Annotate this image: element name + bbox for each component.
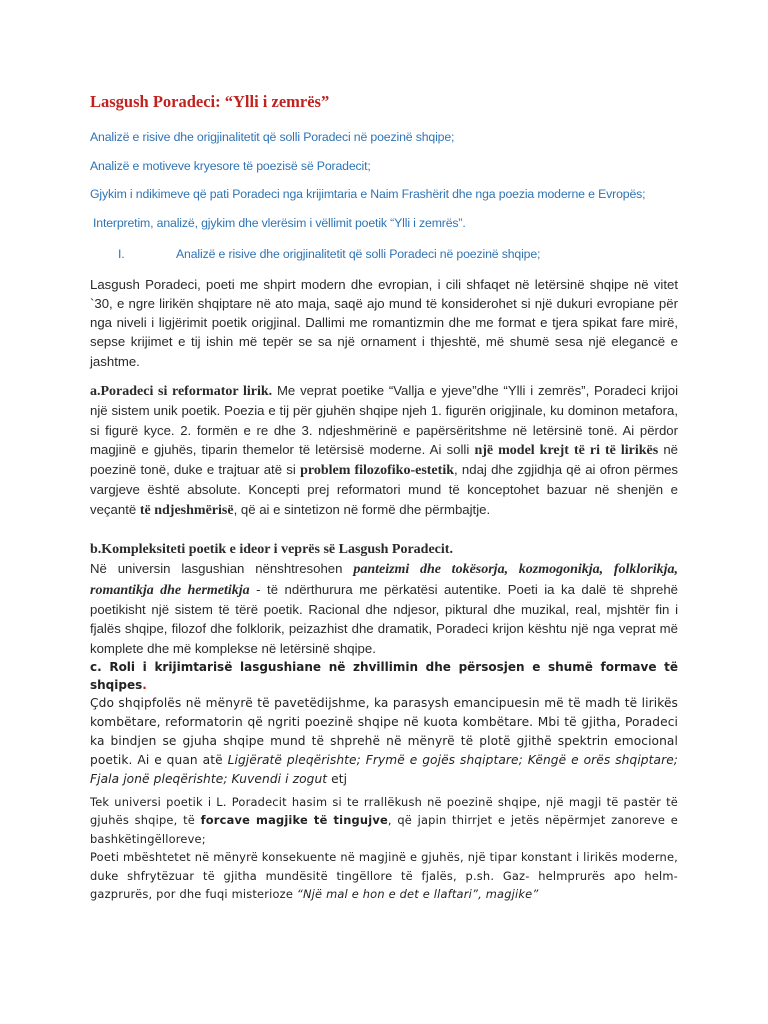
tek-text-2: , që japin thirrjet e jetës nëpërmjet zanoreve e bashkëtingëlloreve;: [90, 813, 678, 846]
paragraph-poeti: [90, 848, 678, 904]
toc-item-1: Analizë e risive dhe origjinalitetit që solli Poradeci në poezinë shqipe;: [90, 130, 455, 144]
paragraph-section-b: [90, 559, 678, 657]
intro-paragraph: Lasgush Poradeci, poeti me shpirt modern dhe evropian, i cili shfaqet në letërsinë shqipe në vitet `30, e ngre lirikën shqiptare në ato maja, saqë ajo mund të konsiderohet si një dukuri evropiane për nga niveli i ligjërimit poetik origjinal. Dallimi me romantizmin dhe me format e tjera spikat fare mirë, sepse krijimet e tij ishin më tepër se sa një ornament i thjeshtë, më shumë sesa një elegancë e jashtme.: [90, 276, 678, 369]
section-number: I.: [118, 246, 125, 261]
toc-item-4: Interpretim, analizë, gjykim dhe vlerësim i vëllimit poetik “Ylli i zemrës”.: [93, 215, 466, 230]
section-a-bold-3: të ndjeshmërisë: [139, 502, 234, 518]
section-c-heading: [90, 658, 678, 694]
section-c-heading-text: c. Roli i krijimtarisë lasgushiane në zhvillimin dhe përsosjen e shumë formave të shqipes: [90, 659, 678, 692]
paragraph-section-a: [90, 381, 678, 520]
section-a-bold-2: problem filozofiko-estetik: [300, 463, 454, 479]
section-b-heading-line: [90, 539, 678, 559]
section-b-text-2: - të ndërthurura me përkatësi autentike. Poeti ia ka dalë të shprehë poetikisht një sistem të tërë poetik. Racional dhe ndjesor, piktural dhe muzikal, real, mjshtër fin i fjalës shqipe, filozof dhe folklorik, peizazhist dhe dramatik, Poradeci krijon kështu një nga veprat më komplete dhe më komplekse në letërsinë shqipe.: [90, 581, 678, 656]
section-a-bold-1: një model krejt të ri të lirikës: [474, 442, 659, 458]
section-a-text-4: , që ai e sintetizon në formë dhe përmbajtje.: [233, 501, 491, 517]
poeti-text-1: Poeti mbështetet në mënyrë konsekuente në magjinë e gjuhës, një tipar konstant i lirikës moderne, duke shfrytëzuar të gjitha mundësitë tingëllore të fjalës, p.sh. Gaz- helmprurës apo helm-gazprurës, por dhe fuqi misterioze: [90, 850, 678, 902]
toc-list: [90, 130, 678, 230]
paragraph-section-c: [90, 694, 678, 789]
toc-item-2: Analizë e motiveve kryesore të poezisë së Poradecit;: [90, 158, 371, 173]
section-c-text-2: etj: [327, 771, 348, 786]
section-heading-text: Analizë e risive dhe origjinalitetit që solli Poradeci në poezinë shqipe;: [176, 246, 541, 261]
section-c-heading-dot: .: [142, 677, 147, 692]
section-b-heading: b.Kompleksiteti poetik e ideor i veprës së Lasgush Poradecit.: [90, 542, 453, 558]
tek-text-1: Tek universi poetik i L. Poradecit hasim si te rrallëkush në poezinë shqipe, një magji të pastër të gjuhës shqipe, të: [90, 794, 678, 828]
section-a-text-2: në poezinë tonë, duke e trajtuar atë si: [90, 441, 679, 478]
section-a-heading: a.Poradeci si reformator lirik.: [90, 383, 273, 399]
tek-bold: forcave magjike të tingujve: [200, 813, 388, 828]
paragraph-tek: [90, 793, 678, 849]
section-c-italic: Ligjëratë pleqërishte; Frymë e gojës shqiptare; Këngë e orës shqiptare; Fjala jonë pleqërishte; Kuvendi i zogut: [90, 752, 679, 786]
section-a-text-3: , ndaj dhe zgjidhja që ai ofron përmes vargjeve është absolute. Koncepti prej reformatori mund të konceptohet bazuar në shenjën e veçantë: [90, 462, 678, 517]
section-c-text-1: Çdo shqipfolës në mënyrë të pavetëdijshme, ka parasysh emancipuesin më të madh të lirikës kombëtare, reformatorin që ngriti poezinë shqipe në kuota kombëtare. Mbi të gjitha, Poradeci ka bindjen se gjuha shqipe mund të shprehë në mënyrë të plotë gjithë spektrin emocional poetik. Ai e quan atë: [90, 695, 678, 767]
poeti-italic: “Një mal e hon e det e llaftari”, magjike”: [296, 887, 539, 902]
section-heading-1: [90, 247, 678, 261]
section-b-text-1: Në universin lasgushian nënshtresohen: [90, 561, 354, 577]
toc-item-3: Gjykim i ndikimeve që pati Poradeci nga krijimtaria e Naim Frashërit dhe nga poezia moderne e Evropës;: [90, 187, 646, 201]
section-a-text-1: Me veprat poetike “Vallja e yjeve”dhe “Ylli i zemrës”, Poradeci krijoi një sistem unik poetik. Poezia e tij për gjuhën shqipe njeh 1. figurën origjinale, ku dominon metafora, si figurë kyce. 2. formën e re dhe 3. ndjeshmërinë e papërsëritshme në letërsinë tonë. Ai përdor magjinë e gjuhës, tiparin themelor të letërsisë moderne. Ai solli: [90, 382, 678, 457]
page-title: Lasgush Poradeci: “Ylli i zemrës”: [90, 92, 330, 111]
document-body: [90, 275, 678, 658]
section-b-bold-italic: panteizmi dhe tokësorja, kozmogonikja, folklorikja, romantikja dhe hermetikja: [90, 562, 678, 598]
